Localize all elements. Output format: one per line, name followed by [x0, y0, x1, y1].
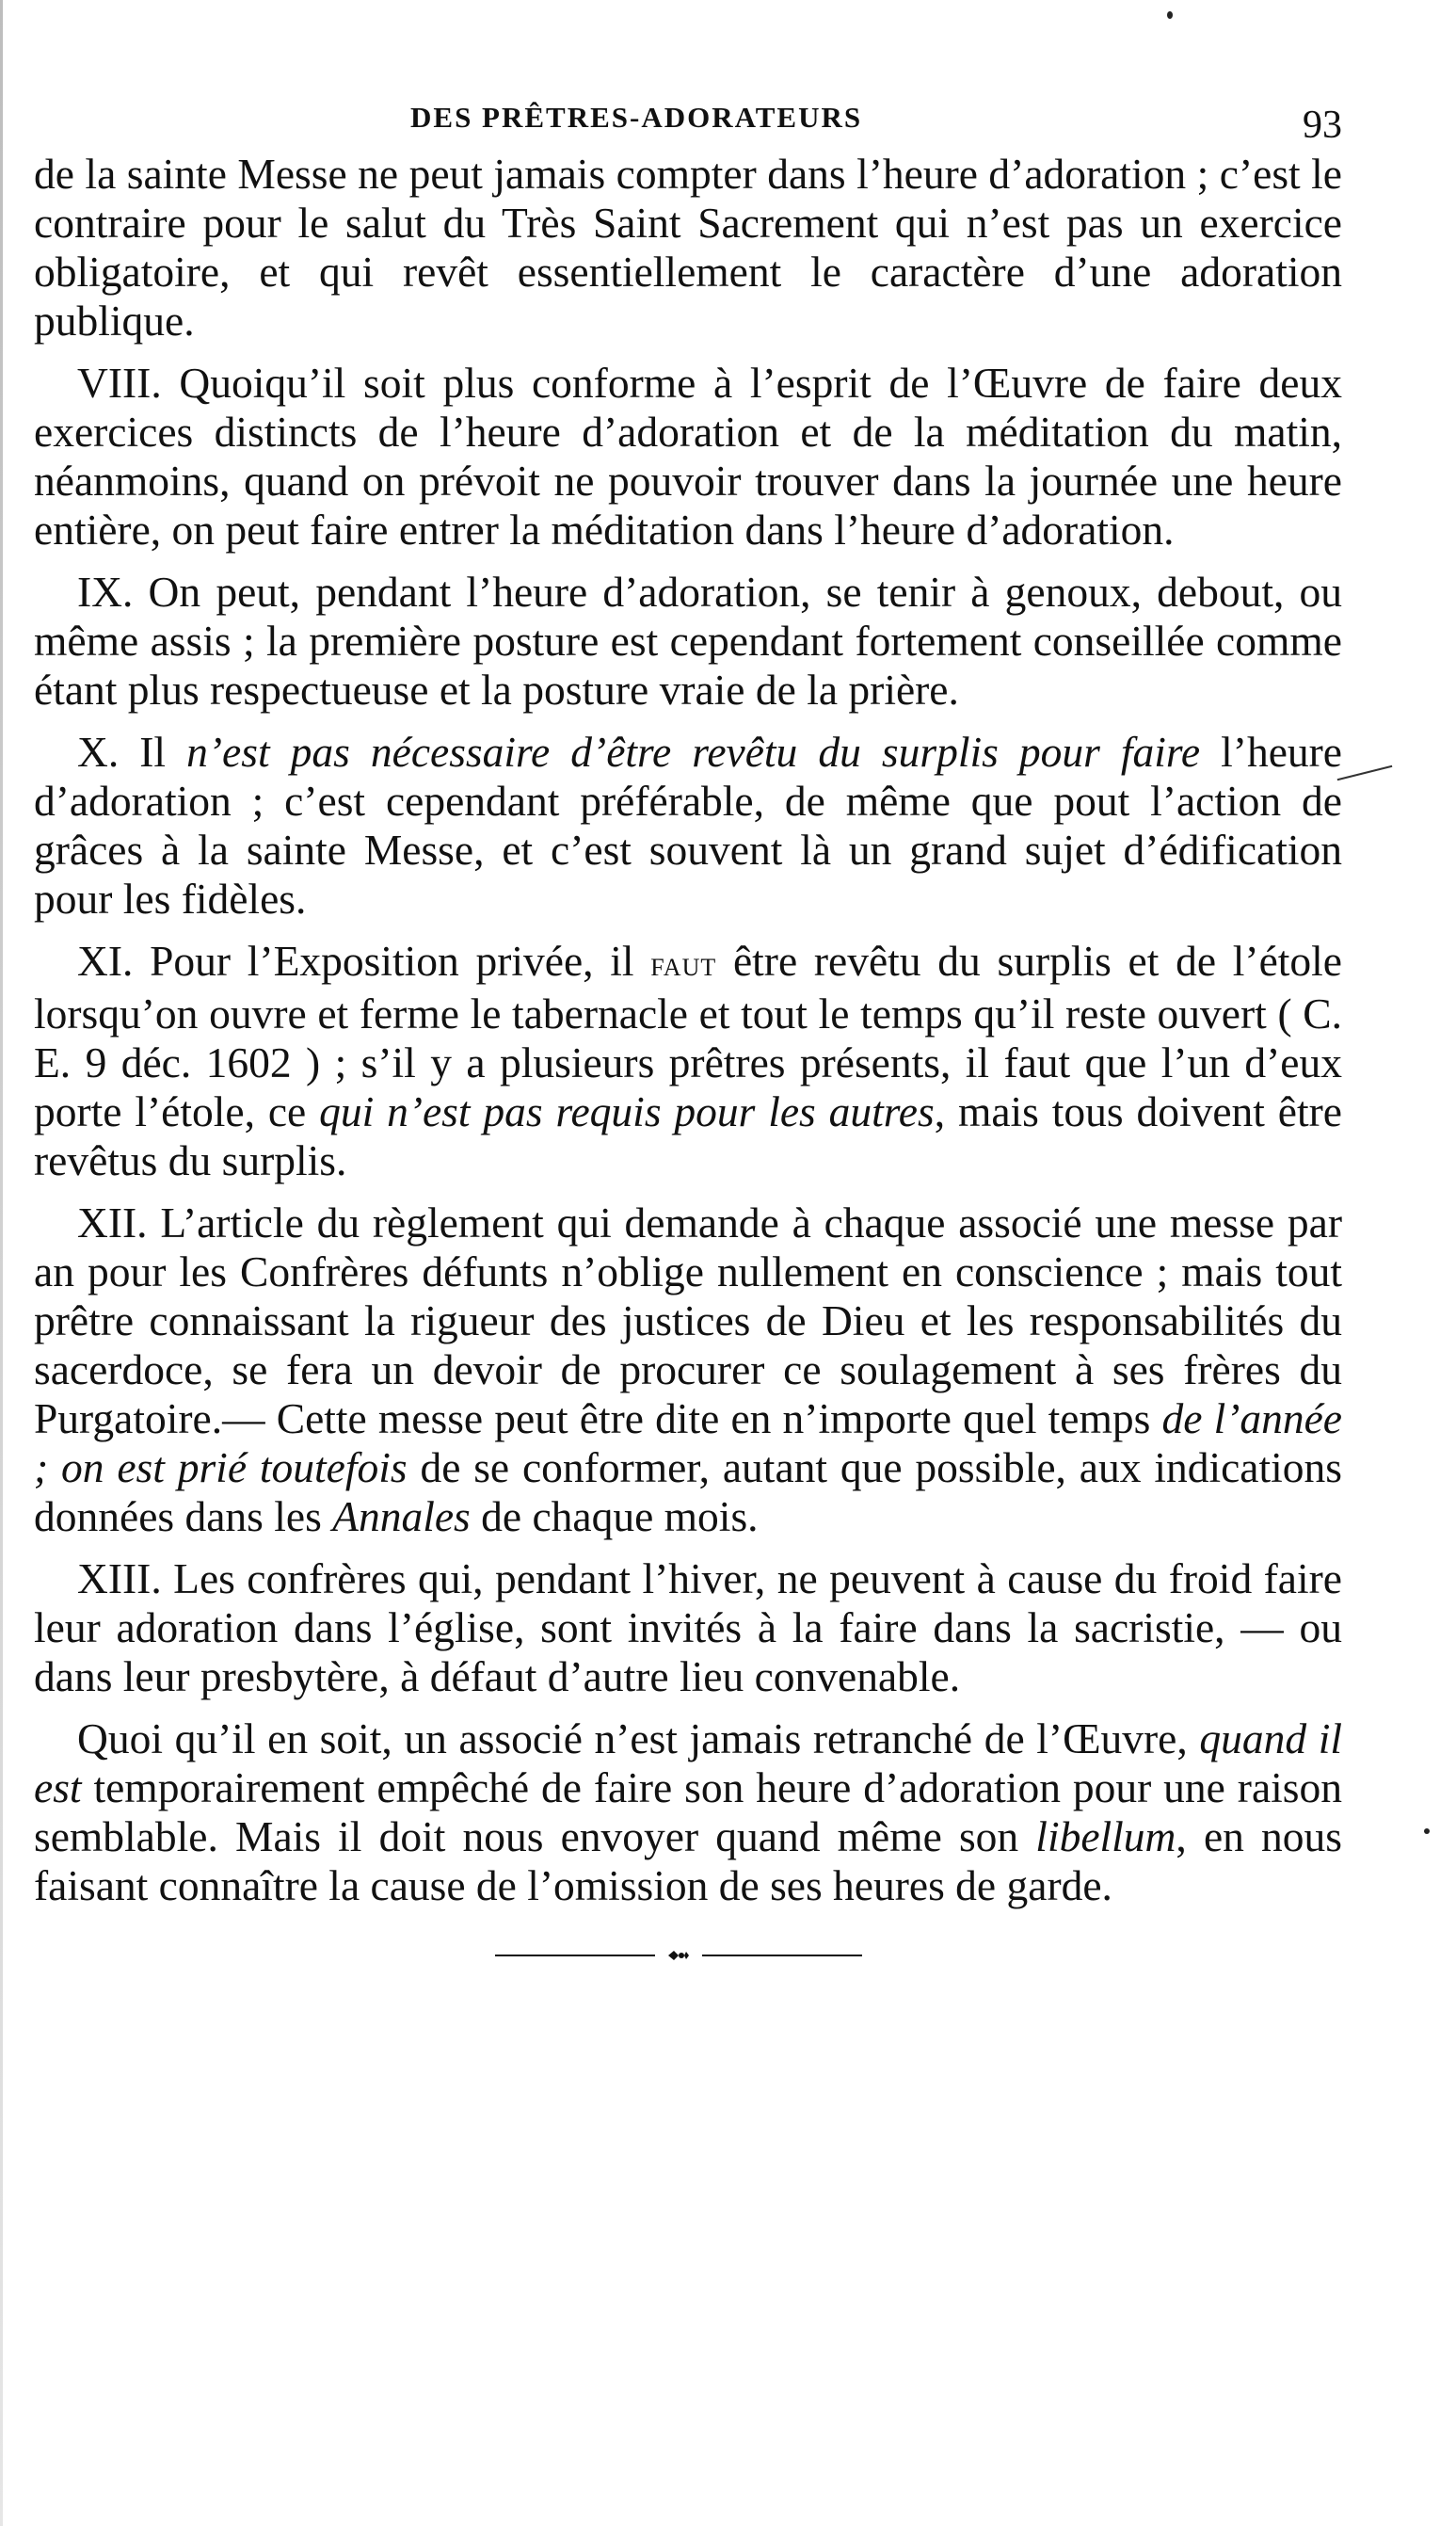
- ornament-knot: [655, 1949, 702, 1962]
- paragraph-lead: Quoi qu’il en soit, un associé n’est jamais retranché de l’Œuvre,: [77, 1714, 1200, 1762]
- paragraph-viii: [34, 359, 1342, 555]
- emphasis-smallcaps: faut: [650, 945, 717, 984]
- paragraph-ix: [34, 568, 1342, 715]
- paragraph-text: IX. On peut, pendant l’heure d’adoration, se tenir à genoux, debout, ou même assis ; la première posture est cependant fortement conseillée comme étant plus respectueuse et la posture vraie de la prière.: [34, 568, 1342, 714]
- paragraph-rest: , mais tous doivent être revêtus du surplis.: [34, 1087, 1342, 1184]
- paragraph-italic: qui n’est pas requis pour les autres: [319, 1087, 935, 1135]
- body-text: [34, 150, 1342, 1910]
- ink-speck: [1424, 1828, 1430, 1834]
- ornament-rule-right: [702, 1955, 862, 1956]
- running-head: [34, 89, 1342, 146]
- page-number: 93: [1303, 104, 1342, 147]
- paragraph-middle: être revêtu du surplis et de l’étole lorsqu’on ouvre et ferme le tabernacle et tout le temps qu’il reste ouvert ( C. E. 9 déc. 1602 ) ; s’il y a plusieurs prêtres présents, il faut que l’un d’eux porte l’étole, ce: [34, 937, 1342, 1135]
- running-title: DES PRÊTRES-ADORATEURS: [410, 101, 863, 134]
- paragraph-italic: quand il est: [34, 1714, 1342, 1811]
- ink-speck: [1167, 11, 1173, 19]
- end-ornament: [495, 1948, 862, 1963]
- paragraph-closing: [34, 1714, 1342, 1910]
- paragraph-text: XIII. Les confrères qui, pendant l’hiver, ne peuvent à cause du froid faire leur adoration dans l’église, sont invités à la faire dans la sacristie, — ou dans leur presbytère, à défaut d’autre lieu convenable.: [34, 1554, 1342, 1700]
- journal-title: Annales: [332, 1492, 471, 1540]
- paragraph-xii: [34, 1199, 1342, 1541]
- paragraph-continuation: [34, 150, 1342, 346]
- paragraph-rest: de chaque mois.: [470, 1492, 759, 1540]
- paragraph-italic: de l’année ; on est prié toutefois: [34, 1394, 1342, 1491]
- paragraph-lead: XII. L’article du règlement qui demande à chaque associé une messe par an pour les Confrères défunts n’oblige nullement en conscience ; mais tout prêtre connaissant la rigueur des justices de Dieu et les responsabilités du sacerdoce, se fera un devoir de procurer ce soulagement à ses frères du Purgatoire.— Cette messe peut être dite en n’importe quel temps: [34, 1199, 1342, 1442]
- paragraph-text: VIII. Quoiqu’il soit plus conforme à l’esprit de l’Œuvre de faire deux exercices distincts de l’heure d’adoration et de la méditation du matin, néanmoins, quand on prévoit ne pouvoir trouver dans la journée une heure entière, on peut faire entrer la méditation dans l’heure d’adoration.: [34, 359, 1342, 554]
- paragraph-rest: l’heure d’adoration ; c’est cependant préférable, de même que pout l’action de grâces à la sainte Messe, et c’est souvent là un grand sujet d’édification pour les fidèles.: [34, 728, 1342, 923]
- paragraph-xiii: [34, 1554, 1342, 1701]
- scan-edge: [0, 0, 3, 2526]
- paragraph-rest: , en nous faisant connaître la cause de l’omission de ses heures de garde.: [34, 1812, 1342, 1909]
- paragraph-lead: X. Il: [77, 728, 187, 776]
- paragraph-x: [34, 728, 1342, 924]
- book-page: [34, 89, 1342, 1963]
- paragraph-lead: XI. Pour l’Exposition privée, il: [77, 937, 651, 985]
- paragraph-middle: de se conformer, autant que possible, aux indications données dans les: [34, 1443, 1342, 1540]
- libellum-term: libellum: [1035, 1812, 1176, 1860]
- paragraph-italic: n’est pas nécessaire d’être revêtu du surplis pour faire: [186, 728, 1201, 776]
- paragraph-text: de la sainte Messe ne peut jamais compter dans l’heure d’adoration ; c’est le contraire pour le salut du Très Saint Sacrement qui n’est pas un exercice obligatoire, et qui revêt essentiellement le caractère d’une adoration publique.: [34, 150, 1342, 345]
- margin-mark: [1337, 765, 1393, 780]
- ornament-rule-left: [495, 1955, 655, 1956]
- paragraph-middle: temporairement empêché de faire son heure d’adoration pour une raison semblable. Mais il doit nous envoyer quand même son: [34, 1763, 1342, 1860]
- paragraph-xi: [34, 937, 1342, 1185]
